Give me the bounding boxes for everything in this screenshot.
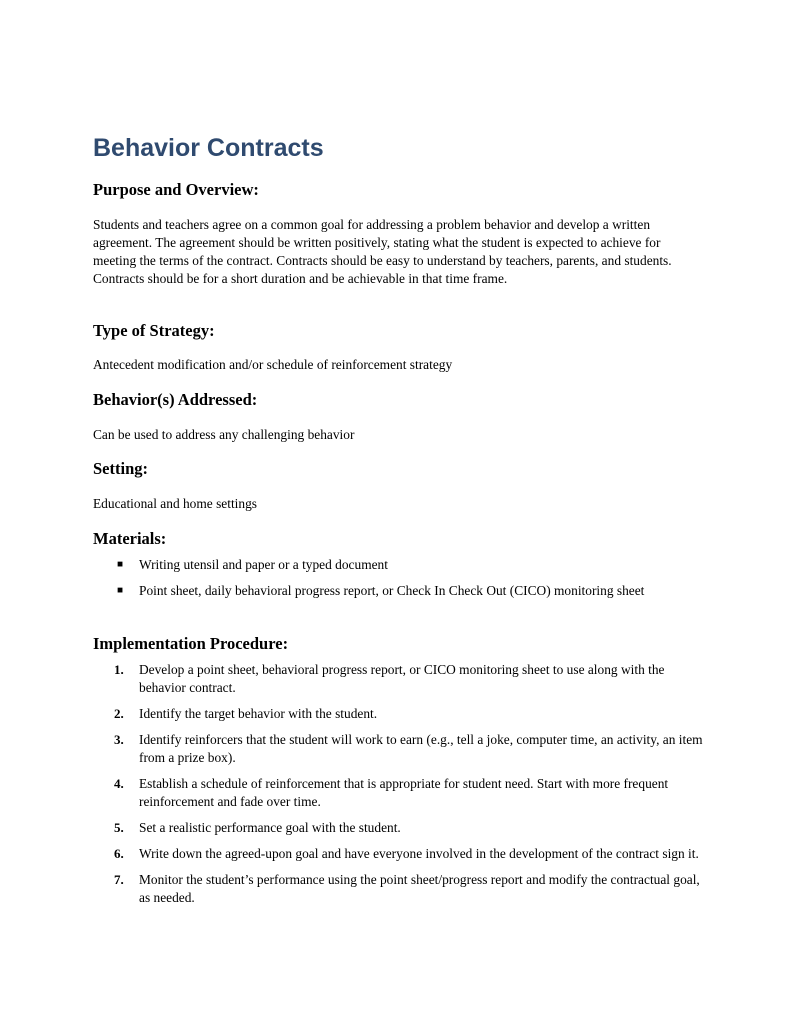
list-item-text: Point sheet, daily behavioral progress report, or Check In Check Out (CICO) monitoring sheet [139,583,645,598]
step-text: Write down the agreed-upon goal and have everyone involved in the development of the contract sign it. [139,846,699,861]
strategy-heading: Type of Strategy: [93,321,215,340]
purpose-heading: Purpose and Overview: [93,180,259,199]
setting-text: Educational and home settings [93,496,257,511]
page-title: Behavior Contracts [93,134,324,162]
step-text: Monitor the student’s performance using the point sheet/progress report and modify the contractual goal, as needed. [139,872,700,905]
strategy-text: Antecedent modification and/or schedule of reinforcement strategy [93,357,453,372]
list-item [93,556,703,574]
step-number: 6. [114,846,124,861]
list-item [93,871,703,907]
implementation-heading: Implementation Procedure: [93,634,289,653]
step-text: Identify the target behavior with the student. [139,706,378,721]
list-item [93,819,703,837]
materials-heading: Materials: [93,529,167,548]
list-item [93,845,703,863]
behaviors-text: Can be used to address any challenging behavior [93,427,355,442]
list-item [93,582,703,600]
materials-list [93,556,703,608]
square-bullet-icon: ■ [117,585,124,596]
square-bullet-icon: ■ [117,559,124,570]
step-text: Identify reinforcers that the student will work to earn (e.g., tell a joke, computer time, an activity, an item from a prize box). [139,732,703,765]
step-number: 5. [114,820,124,835]
step-number: 2. [114,706,124,721]
behaviors-heading: Behavior(s) Addressed: [93,390,258,409]
step-number: 4. [114,776,124,791]
step-number: 1. [114,662,124,677]
list-item [93,731,703,767]
purpose-text: Students and teachers agree on a common goal for addressing a problem behavior and develop a written agreement. The agreement should be written positively, stating what the student is expected to achieve for meeting the terms of the contract. Contracts should be easy to understand by teachers, parents, and students. Contracts should be for a short duration and be achievable in that time frame. [93,217,672,286]
step-text: Establish a schedule of reinforcement that is appropriate for student need. Start with more frequent reinforcement and fade over time. [139,776,669,809]
step-text: Set a realistic performance goal with the student. [139,820,401,835]
list-item-text: Writing utensil and paper or a typed document [139,557,388,572]
list-item [93,705,703,723]
list-item [93,775,703,811]
implementation-steps [93,661,703,915]
step-number: 7. [114,872,124,887]
step-number: 3. [114,732,124,747]
setting-heading: Setting: [93,459,148,478]
step-text: Develop a point sheet, behavioral progress report, or CICO monitoring sheet to use along with the behavior contract. [139,662,665,695]
list-item [93,661,703,697]
